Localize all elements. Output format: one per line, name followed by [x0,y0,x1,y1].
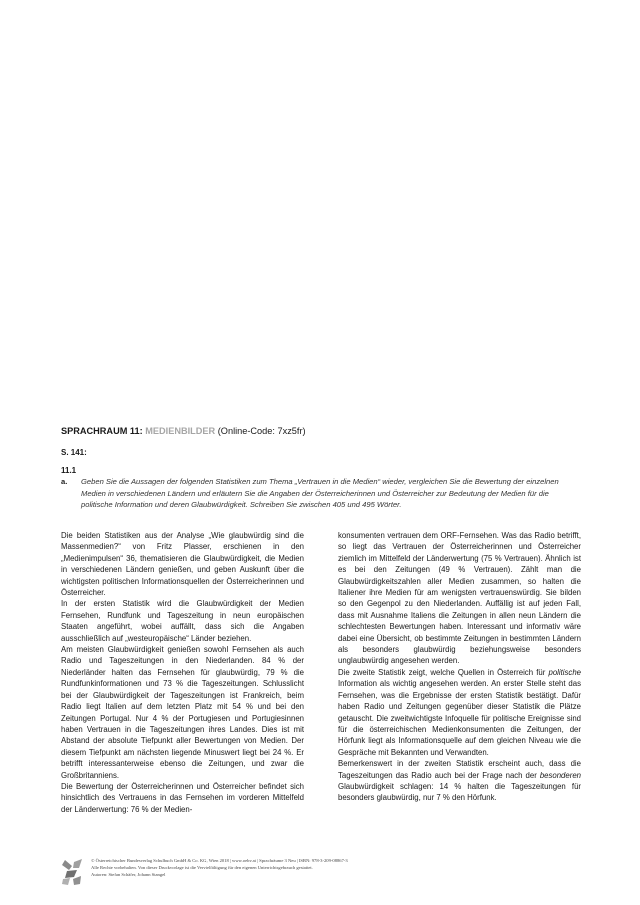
online-code: (Online-Code: 7xz5fr) [217,426,306,436]
paragraph [338,667,581,758]
section-label: SPRACHRAUM 11: [61,426,143,436]
footer-text [91,857,348,878]
publisher-logo-icon [61,858,83,886]
copyright-line: © Österreichischer Bundesverlag Schulbuch GmbH & Co. KG, Wien 2018 | www.oebv.at | Sprachräume 3 Neu | ISBN: 978-3-209-08867-3 [91,858,348,863]
task-text: Geben Sie die Aussagen der folgenden Statistiken zum Thema „Vertrauen in die Medien“ wieder, vergleichen Sie die Bewertung der einzelnen Medien in verschiedenen Ländern und erläutern Sie die Angaben der Österreicherinnen und Österreicher zur Bedeutung der Medien für die politische Information und deren Glaubwürdigkeit. Schreiben Sie zwischen 405 und 495 Wörter. [81,477,559,510]
paragraph: Die Bewertung der Österreicherinnen und Österreicher befindet sich hinsichtlich des Vertrauens in das Fernsehen im vorderen Mittelfeld der Länderwertung: 76 % der Medien- [61,781,304,814]
paragraph: Am meisten Glaubwürdigkeit genießen sowohl Fernsehen als auch Radio und Tageszeitungen in den Niederlanden. 84 % der Niederländer halten das Fernsehen für glaubwürdig, 79 % die Rundfunkinformationen und 73 % die Tageszeitungen. Schlusslicht bei der Glaubwürdigkeit der Tageszeitungen ist Frankreich, beim Radio liegt Italien auf dem letzten Platz mit 54 % und bei den Zeitungen Portugal. Nur 4 % der Portugiesen und Portugiesinnen haben Vertrauen in die Tageszeitungen ihres Landes. Dies ist mit Abstand der absolute Tiefpunkt aller Bewertungen von Medien. Der diesem Tiefpunkt am nächsten liegende Minuswert liegt bei 24 %. Er betrifft interessanterweise ebenso die Zeitungen, und zwar die Großbritanniens. [61,645,304,780]
emphasis: besonderen [539,770,581,780]
text-run: Glaubwürdigkeit schlagen: 14 % halten die Tageszeitungen für besonders glaubwürdig, nur 7 % den Hörfunk. [338,781,581,803]
emphasis: politische [548,667,581,677]
task-instruction [61,476,581,511]
text-run: Bemerkenswert in der zweiten Statistik erscheint auch, dass die Tageszeitungen das Radio auch bei der Frage nach der [338,759,581,780]
answer-column-left [61,530,304,815]
text-run: Die zweite Statistik zeigt, welche Quellen in Österreich für [338,667,549,677]
answer-column-right [338,530,581,804]
text-run: Information als wichtig angesehen werden. An erster Stelle steht das Fernsehen, was die Ergebnisse der ersten Statistik bestätigt. Dafür haben Radio und Zeitungen gegenüber dieser Statistik die Plätze getauscht. Die zweitwichtigste Infoquelle für politische Ereignisse sind für die österreichischen Medienkonsumenten die Zeitungen, der Hörfunk liegt als Informationsquelle auf dem gleichen Niveau wie die Gespräche mit Bekannten und Verwandten. [338,679,581,757]
paragraph: In der ersten Statistik wird die Glaubwürdigkeit der Medien Fernsehen, Rundfunk und Tageszeitung in neun europäischen Staaten angeführt, wobei auffällt, dass sich die Angaben ausschließlich auf „westeuropäische“ Länder beziehen. [61,599,304,643]
footer [61,856,581,896]
authors-line: Autoren: Stefan Schäfer, Johann Stangel [91,872,166,877]
paragraph [338,758,581,804]
section-heading [61,425,581,437]
paragraph: konsumenten vertrauen dem ORF-Fernsehen. Was das Radio betrifft, so liegt das Vertrauen der Österreicherinnen und Österreicher ziemlich im Mittelfeld der Länderwertung (75 % Vertrauen). Ähnlich ist es bei den Zeitungen (49 % Vertrauen). Zählt man die Glaubwürdigkeitszahlen aller Medien zusammen, so halten die Italiener ihre Medien für am wenigsten vertrauenswürdig. Sie bilden so den Gegenpol zu den Niederlanden. Auffällig ist auf jeden Fall, dass mit Ausnahme Italiens die Zeitungen in allen neun Ländern die schlechtesten Bewertungen haben. Interessant und informativ wäre dabei eine Übersicht, ob bestimmte Zeitungen in bestimmten Ländern als besonders glaubwürdig beziehungsweise besonders unglaubwürdig angesehen werden. [338,531,581,666]
paragraph: Die beiden Statistiken aus der Analyse „Wie glaubwürdig sind die Massenmedien?“ von Fritz Plasser, erschienen in den „Medienimpulsen“ 36, thematisieren die Glaubwürdigkeit, die Medien in verschiedenen Ländern genießen, und geben Auskunft über die wichtigsten politischen Informationsquellen der Österreicherinnen und Österreicher. [61,531,304,598]
section-topic: MEDIENBILDER [145,426,216,436]
rights-line: Alle Rechte vorbehalten. Von dieser Druckvorlage ist die Vervielfältigung für den eigenen Unterrichtsgebrauch gestattet. [91,865,313,870]
page-reference: S. 141: [61,448,87,457]
task-number: 11.1 [61,466,77,475]
task-letter: a. [61,477,68,486]
